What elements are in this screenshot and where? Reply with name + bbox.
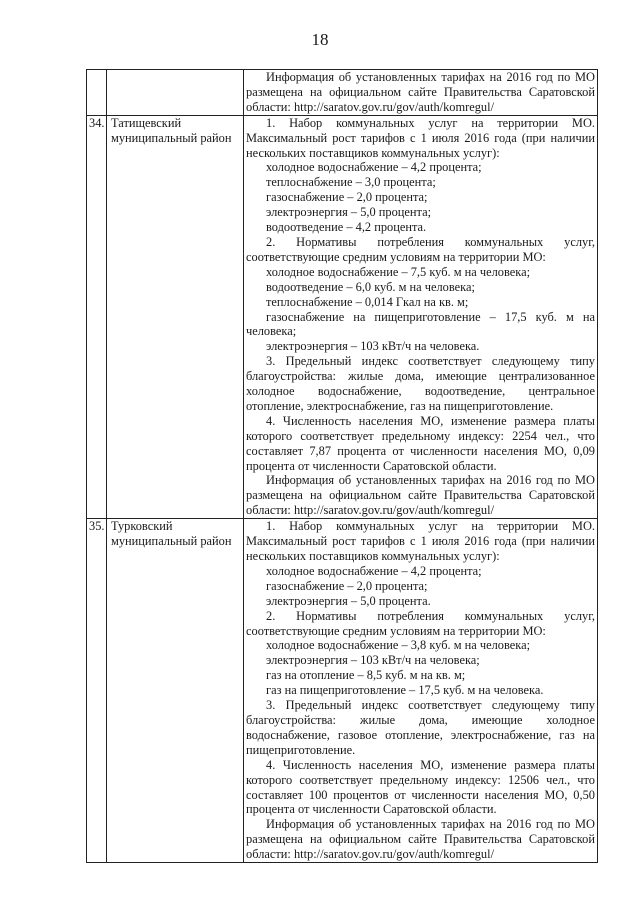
detail-paragraph: 1. Набор коммунальных услуг на территории МО. Максимальный рост тарифов с 1 июля 2016 года (при наличии нескольких поставщиков коммунальных услуг): [246,519,595,563]
page-number: 18 [311,30,329,49]
detail-paragraph: холодное водоснабжение – 4,2 процента; [266,160,482,175]
row-number: 34. [87,115,107,518]
detail-paragraph: 2. Нормативы потребления коммунальных услуг, соответствующие средним условиям на территории МО: [246,234,595,264]
detail-paragraph: электроэнергия – 103 кВт/ч на человека. [266,339,480,354]
row-number [87,70,107,116]
detail-paragraph: электроэнергия – 5,0 процента; [266,205,432,220]
detail-paragraph: Информация об установленных тарифах на 2016 год по МО размещена на официальном сайте Правительства Саратовской области: http://saratov.gov.ru/gov/auth/komregul/ [246,817,595,862]
detail-paragraph: теплоснабжение – 3,0 процента; [266,175,436,190]
detail-paragraph: 4. Численность населения МО, изменение размера платы которого соответствует предельному индексу: 2254 чел., что составляет 7,87 процента от численности населения МО, 0,09 процента от численности Саратовской области. [246,413,595,473]
detail-paragraph: теплоснабжение – 0,014 Гкал на кв. м; [266,294,469,309]
detail-paragraph: водоотведение – 6,0 куб. м на человека; [266,279,475,294]
detail-paragraph: газ на пищеприготовление – 17,5 куб. м на человека. [266,683,544,698]
detail-paragraph: 3. Предельный индекс соответствует следующему типу благоустройства: жилые дома, имеющие централизованное холодное водоснабжение, водоотведение, центральное отопление, электроснабжение, газ на пищеприготовление. [246,354,595,413]
table-row [87,519,598,863]
row-number: 35. [87,519,107,863]
table-body [87,70,598,863]
detail-paragraph: водоотведение – 4,2 процента. [266,220,427,235]
detail-paragraph: Информация об установленных тарифах на 2016 год по МО размещена на официальном сайте Правительства Саратовской области: http://saratov.gov.ru/gov/auth/komregul/ [246,473,595,518]
tariff-details [244,519,598,863]
detail-paragraph: 4. Численность населения МО, изменение размера платы которого соответствует предельному индексу: 12506 чел., что составляет 100 процентов от численности населения МО, 0,50 процента от численности Саратовской области. [246,757,595,817]
detail-paragraph: холодное водоснабжение – 3,8 куб. м на человека; [266,638,531,653]
municipality-name: Татищевский муниципальный район [107,115,244,518]
detail-paragraph: Информация об установленных тарифах на 2016 год по МО размещена на официальном сайте Правительства Саратовской области: http://saratov.gov.ru/gov/auth/komregul/ [246,70,595,114]
tariff-details [244,115,598,518]
detail-paragraph: газоснабжение на пищеприготовление – 17,5 куб. м на человека; [246,309,595,339]
detail-paragraph: холодное водоснабжение – 7,5 куб. м на человека; [266,264,531,279]
detail-paragraph: газ на отопление – 8,5 куб. м на кв. м; [266,668,466,683]
detail-paragraph: газоснабжение – 2,0 процента; [266,190,428,205]
detail-paragraph: 2. Нормативы потребления коммунальных услуг, соответствующие средним условиям на территории МО: [246,608,595,638]
detail-paragraph: электроэнергия – 103 кВт/ч на человека; [266,653,480,668]
municipality-name: Турковский муниципальный район [107,519,244,863]
tariff-details [244,70,598,116]
table-row [87,115,598,518]
detail-paragraph: холодное водоснабжение – 4,2 процента; [266,563,482,578]
detail-paragraph: газоснабжение – 2,0 процента; [266,578,428,593]
detail-paragraph: 3. Предельный индекс соответствует следующему типу благоустройства: жилые дома, имеющие холодное водоснабжение, газовое отопление, электроснабжение, газ на пищеприготовление. [246,698,595,757]
table-row [87,70,598,116]
detail-paragraph: 1. Набор коммунальных услуг на территории МО. Максимальный рост тарифов с 1 июля 2016 года (при наличии нескольких поставщиков коммунальных услуг): [246,115,595,160]
detail-paragraph: электроэнергия – 5,0 процента. [266,593,431,608]
tariff-table [86,69,598,863]
municipality-name [107,70,244,116]
